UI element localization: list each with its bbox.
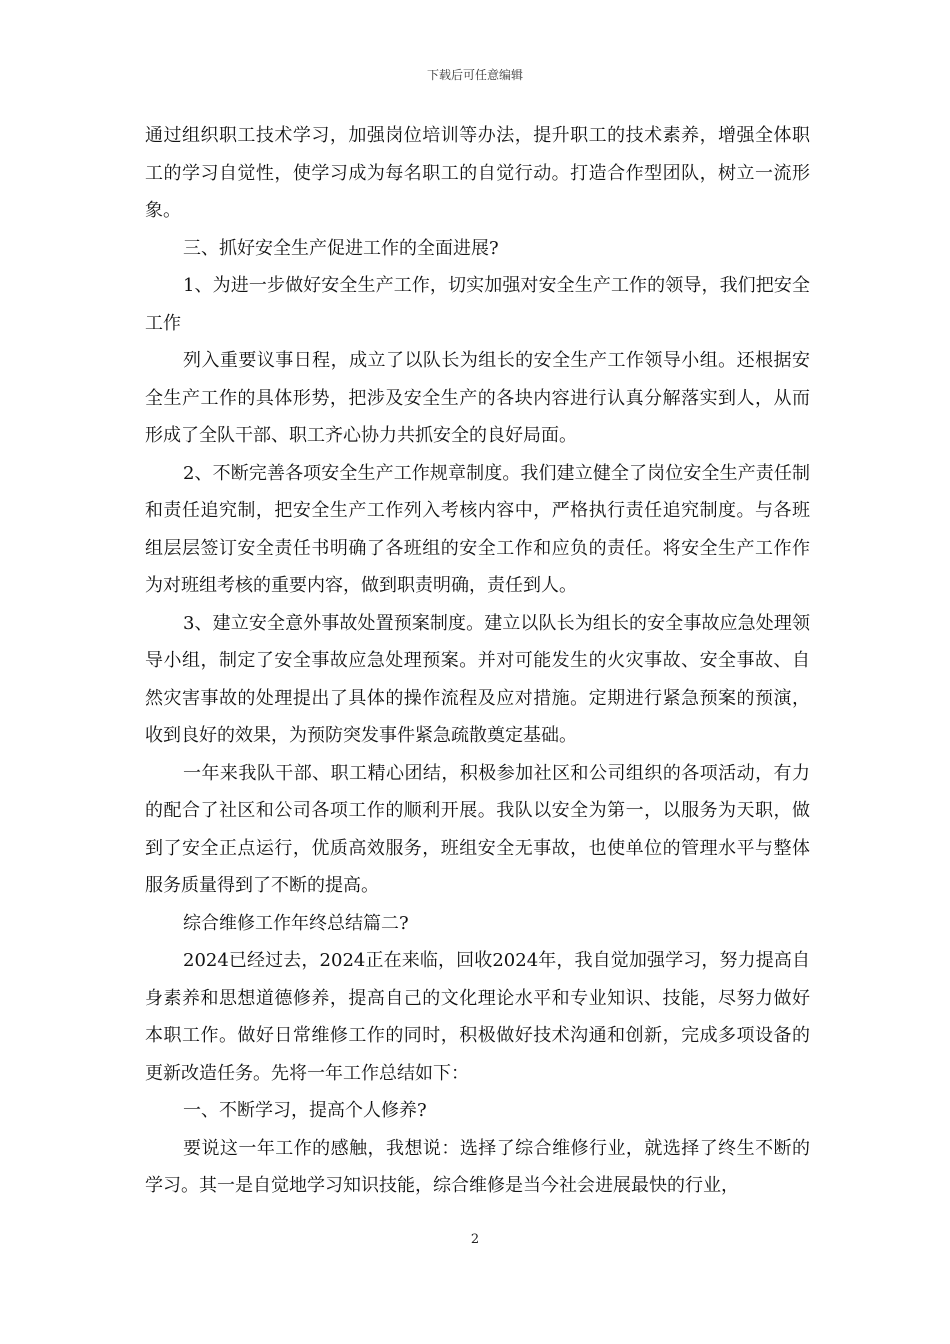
paragraph: 通过组织职工技术学习，加强岗位培训等办法，提升职工的技术素养，增强全体职工的学习自觉性，使学习成为每名职工的自觉行动。打造合作型团队，树立一流形象。: [145, 125, 810, 221]
paragraph: 要说这一年工作的感触，我想说：选择了综合维修行业，就选择了终生不断的学习。其一是自觉地学习知识技能，综合维修是当今社会进展最快的行业，: [145, 1137, 810, 1196]
page-header: 下载后可任意编辑: [426, 68, 523, 82]
section-heading: 三、抓好安全生产促进工作的全面进展?: [183, 237, 499, 259]
paragraph: 列入重要议事日程，成立了以队长为组长的安全生产工作领导小组。还根据安全生产工作的具体形势，把涉及安全生产的各块内容进行认真分解落实到人，从而形成了全队干部、职工齐心协力共抓安全的良好局面。: [145, 350, 810, 446]
paragraph: 2、不断完善各项安全生产工作规章制度。我们建立健全了岗位安全生产责任制和责任追究制，把安全生产工作列入考核内容中，严格执行责任追究制度。与各班组层层签订安全责任书明确了各班组的安全工作和应负的责任。将安全生产工作作为对班组考核的重要内容，做到职责明确，责任到人。: [145, 462, 810, 596]
page-number: 2: [470, 1232, 480, 1247]
paragraph: 一年来我队干部、职工精心团结，积极参加社区和公司组织的各项活动，有力的配合了社区和公司各项工作的顺利开展。我队以安全为第一，以服务为天职，做到了安全正点运行，优质高效服务，班组安全无事故，也使单位的管理水平与整体服务质量得到了不断的提高。: [145, 762, 810, 896]
paragraph: 3、建立安全意外事故处置预案制度。建立以队长为组长的安全事故应急处理领导小组，制定了安全事故应急处理预案。并对可能发生的火灾事故、安全事故、自然灾害事故的处理提出了具体的操作流程及应对措施。定期进行紧急预案的预演，收到良好的效果，为预防突发事件紧急疏散奠定基础。: [145, 612, 810, 746]
paragraph: 2024已经过去，2024正在来临，回收2024年，我自觉加强学习，努力提高自身素养和思想道德修养，提高自己的文化理论水平和专业知识、技能，尽努力做好本职工作。做好日常维修工作的同时，积极做好技术沟通和创新，完成多项设备的更新改造任务。先将一年工作总结如下：: [145, 950, 810, 1084]
document-body: [145, 117, 810, 1205]
section-heading: 一、不断学习，提高个人修养?: [183, 1100, 427, 1121]
section-heading: 综合维修工作年终总结篇二?: [183, 912, 409, 934]
paragraph: 1、为进一步做好安全生产工作，切实加强对安全生产工作的领导，我们把安全工作: [145, 275, 810, 334]
